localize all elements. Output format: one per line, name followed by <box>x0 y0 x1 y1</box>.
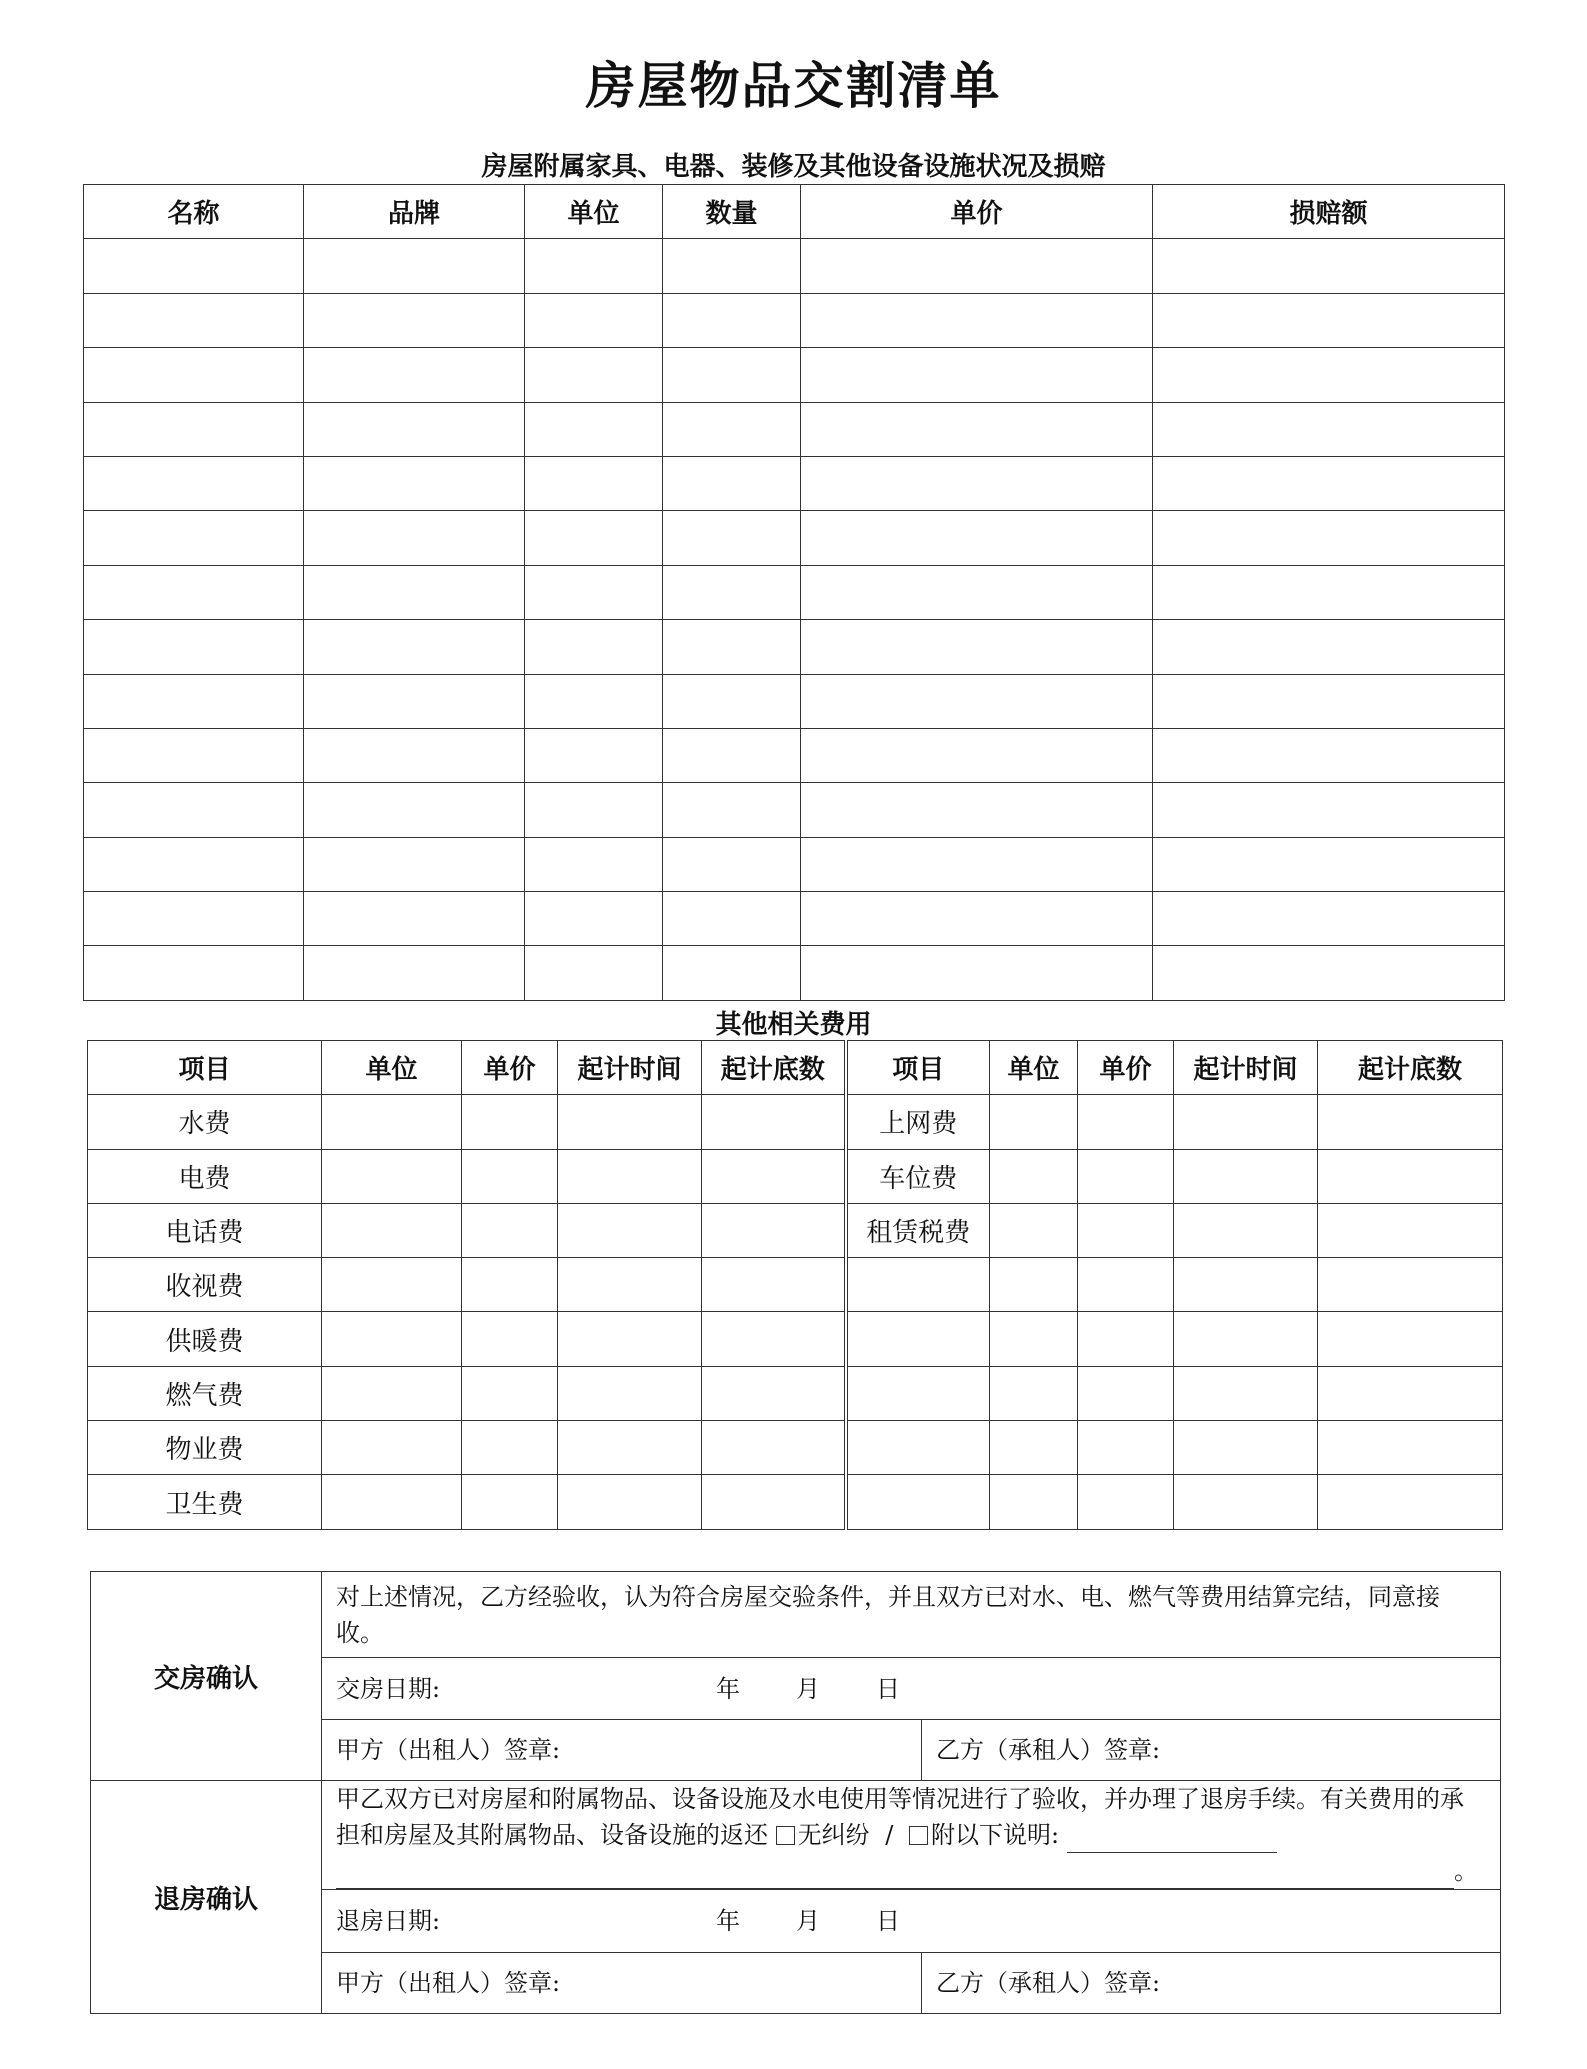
cell[interactable] <box>322 1312 462 1366</box>
cell[interactable] <box>84 892 304 946</box>
cell[interactable] <box>801 783 1153 837</box>
fee-item-label: 燃气费 <box>88 1366 322 1420</box>
cell[interactable] <box>525 293 663 347</box>
cell[interactable] <box>304 620 525 674</box>
fee-item-label: 供暖费 <box>88 1312 322 1366</box>
cell[interactable] <box>304 511 525 565</box>
cell[interactable] <box>304 837 525 891</box>
cell[interactable] <box>702 1312 846 1366</box>
cell[interactable] <box>304 456 525 510</box>
cell[interactable] <box>462 1095 558 1149</box>
table-row <box>84 946 1505 1000</box>
cell[interactable] <box>525 511 663 565</box>
party-a-signature[interactable]: 甲方（出租人）签章: <box>322 1720 922 1781</box>
cell[interactable] <box>1318 1475 1503 1529</box>
cell[interactable] <box>558 1149 702 1203</box>
col-price-header: 单价 <box>801 185 1153 239</box>
fee-row <box>88 1149 1503 1203</box>
fee-item-label: 卫生费 <box>88 1475 322 1529</box>
handover-statement: 对上述情况，乙方经验收，认为符合房屋交验条件，并且双方已对水、电、燃气等费用结算完结，同意接收。 <box>322 1572 1501 1658</box>
attach-note-label: 附以下说明: <box>931 1821 1060 1849</box>
fee-item-label[interactable] <box>846 1312 990 1366</box>
cell[interactable] <box>1318 1095 1503 1149</box>
cell[interactable] <box>702 1203 846 1257</box>
cell[interactable] <box>1318 1421 1503 1475</box>
cell[interactable] <box>304 293 525 347</box>
cell[interactable] <box>525 239 663 293</box>
cell[interactable] <box>663 837 801 891</box>
note-blank-line-2[interactable] <box>336 1860 1454 1889</box>
cell[interactable] <box>304 728 525 782</box>
cell[interactable] <box>1078 1421 1174 1475</box>
day-label: 日 <box>876 1907 900 1935</box>
cell[interactable] <box>462 1149 558 1203</box>
cell[interactable] <box>801 946 1153 1000</box>
col-quantity-header: 数量 <box>663 185 801 239</box>
cell[interactable] <box>1153 511 1505 565</box>
cell[interactable] <box>801 728 1153 782</box>
handover-date-label: 交房日期: <box>336 1674 441 1703</box>
cell[interactable] <box>1078 1258 1174 1312</box>
no-dispute-checkbox[interactable] <box>776 1826 795 1845</box>
cell[interactable] <box>702 1258 846 1312</box>
cell[interactable] <box>1174 1258 1318 1312</box>
cell[interactable] <box>663 511 801 565</box>
cell[interactable] <box>1174 1366 1318 1420</box>
cell[interactable] <box>558 1095 702 1149</box>
col-unit-header: 单位 <box>525 185 663 239</box>
cell[interactable] <box>1153 239 1505 293</box>
table-row <box>84 674 1505 728</box>
section1-heading: 房屋附属家具、电器、装修及其他设备设施状况及损赔 <box>481 152 1106 182</box>
table-row <box>84 837 1505 891</box>
return-statement-text: 甲乙双方已对房屋和附属物品、设备设施及水电使用等情况进行了验收，并办理了退房手续。有关费用的承担和房屋及其附属物品、设备设施的返还 <box>336 1785 1464 1849</box>
cell[interactable] <box>1174 1095 1318 1149</box>
cell[interactable] <box>1078 1203 1174 1257</box>
table-header-row <box>84 185 1505 239</box>
handover-date-field[interactable] <box>322 1658 1501 1720</box>
fee-price-header: 单价 <box>1078 1041 1174 1095</box>
cell[interactable] <box>1153 728 1505 782</box>
table-row <box>84 620 1505 674</box>
cell[interactable] <box>1078 1149 1174 1203</box>
cell[interactable] <box>990 1258 1078 1312</box>
cell[interactable] <box>801 456 1153 510</box>
cell[interactable] <box>304 783 525 837</box>
cell[interactable] <box>322 1149 462 1203</box>
cell[interactable] <box>702 1366 846 1420</box>
cell[interactable] <box>663 293 801 347</box>
return-date-field[interactable] <box>322 1890 1501 1953</box>
cell[interactable] <box>304 348 525 402</box>
fee-start-reading-header: 起计底数 <box>702 1041 846 1095</box>
year-label: 年 <box>716 1907 740 1935</box>
table-row <box>84 728 1505 782</box>
cell[interactable] <box>702 1475 846 1529</box>
col-name-header: 名称 <box>84 185 304 239</box>
col-brand-header: 品牌 <box>304 185 525 239</box>
cell[interactable] <box>304 674 525 728</box>
cell[interactable] <box>558 1421 702 1475</box>
fee-item-label: 租赁税费 <box>846 1203 990 1257</box>
cell[interactable] <box>322 1475 462 1529</box>
fee-unit-header: 单位 <box>322 1041 462 1095</box>
fee-row <box>88 1203 1503 1257</box>
fee-price-header: 单价 <box>462 1041 558 1095</box>
cell[interactable] <box>663 674 801 728</box>
cell[interactable] <box>322 1258 462 1312</box>
cell[interactable] <box>1078 1366 1174 1420</box>
fee-row <box>88 1095 1503 1149</box>
cell[interactable] <box>304 402 525 456</box>
cell[interactable] <box>84 293 304 347</box>
cell[interactable] <box>1174 1421 1318 1475</box>
fee-item-label[interactable] <box>846 1258 990 1312</box>
cell[interactable] <box>801 892 1153 946</box>
cell[interactable] <box>322 1095 462 1149</box>
cell[interactable] <box>663 892 801 946</box>
cell[interactable] <box>525 728 663 782</box>
cell[interactable] <box>801 565 1153 619</box>
cell[interactable] <box>558 1366 702 1420</box>
party-a-signature[interactable]: 甲方（出租人）签章: <box>322 1953 922 2014</box>
table-row <box>84 565 1505 619</box>
cell[interactable] <box>1153 946 1505 1000</box>
fee-row <box>88 1475 1503 1529</box>
cell[interactable] <box>525 620 663 674</box>
fee-start-time-header: 起计时间 <box>1174 1041 1318 1095</box>
cell[interactable] <box>801 620 1153 674</box>
cell[interactable] <box>322 1203 462 1257</box>
cell[interactable] <box>304 239 525 293</box>
fee-item-label: 上网费 <box>846 1095 990 1149</box>
cell[interactable] <box>1153 620 1505 674</box>
cell[interactable] <box>1153 348 1505 402</box>
fee-unit-header: 单位 <box>990 1041 1078 1095</box>
cell[interactable] <box>1174 1312 1318 1366</box>
cell[interactable] <box>558 1475 702 1529</box>
cell[interactable] <box>1153 565 1505 619</box>
cell[interactable] <box>663 402 801 456</box>
no-dispute-label: 无纠纷 <box>797 1821 870 1849</box>
handover-label: 交房确认 <box>91 1572 322 1781</box>
return-statement <box>322 1781 1501 1890</box>
confirmation-table <box>90 1571 1501 2014</box>
cell[interactable] <box>663 783 801 837</box>
fee-start-time-header: 起计时间 <box>558 1041 702 1095</box>
cell[interactable] <box>990 1095 1078 1149</box>
fee-item-label[interactable] <box>846 1421 990 1475</box>
cell[interactable] <box>801 348 1153 402</box>
cell[interactable] <box>525 892 663 946</box>
cell[interactable] <box>801 837 1153 891</box>
table-row <box>84 511 1505 565</box>
cell[interactable] <box>1318 1203 1503 1257</box>
cell[interactable] <box>801 674 1153 728</box>
cell[interactable] <box>525 783 663 837</box>
fee-row <box>88 1258 1503 1312</box>
note-blank-line[interactable] <box>1067 1824 1277 1853</box>
cell[interactable] <box>84 837 304 891</box>
cell[interactable] <box>990 1312 1078 1366</box>
return-text-row <box>91 1781 1501 1890</box>
cell[interactable] <box>462 1258 558 1312</box>
cell[interactable] <box>1153 837 1505 891</box>
fee-item-header: 项目 <box>846 1041 990 1095</box>
cell[interactable] <box>84 728 304 782</box>
fee-start-reading-header: 起计底数 <box>1318 1041 1503 1095</box>
cell[interactable] <box>84 239 304 293</box>
cell[interactable] <box>525 946 663 1000</box>
cell[interactable] <box>663 728 801 782</box>
fee-item-label: 电费 <box>88 1149 322 1203</box>
party-b-signature[interactable]: 乙方（承租人）签章: <box>922 1953 1501 2014</box>
cell[interactable] <box>663 456 801 510</box>
cell[interactable] <box>322 1366 462 1420</box>
section2-heading: 其他相关费用 <box>715 1010 872 1040</box>
cell[interactable] <box>1078 1475 1174 1529</box>
attach-note-checkbox[interactable] <box>909 1826 928 1845</box>
cell[interactable] <box>462 1475 558 1529</box>
option-separator: / <box>885 1821 894 1849</box>
cell[interactable] <box>663 946 801 1000</box>
other-fees-table <box>87 1040 1503 1530</box>
fee-row <box>88 1421 1503 1475</box>
cell[interactable] <box>663 620 801 674</box>
cell[interactable] <box>1318 1258 1503 1312</box>
cell[interactable] <box>702 1421 846 1475</box>
cell[interactable] <box>990 1203 1078 1257</box>
month-label: 月 <box>796 1907 820 1935</box>
fee-row <box>88 1312 1503 1366</box>
cell[interactable] <box>801 293 1153 347</box>
cell[interactable] <box>801 511 1153 565</box>
fee-item-label: 水费 <box>88 1095 322 1149</box>
table-row <box>84 239 1505 293</box>
cell[interactable] <box>304 946 525 1000</box>
col-damage-header: 损赔额 <box>1153 185 1505 239</box>
cell[interactable] <box>525 348 663 402</box>
table-row <box>84 892 1505 946</box>
cell[interactable] <box>1174 1149 1318 1203</box>
cell[interactable] <box>322 1421 462 1475</box>
cell[interactable] <box>84 348 304 402</box>
cell[interactable] <box>663 348 801 402</box>
cell[interactable] <box>84 620 304 674</box>
return-date-label: 退房日期: <box>336 1907 441 1935</box>
fee-item-header: 项目 <box>88 1041 322 1095</box>
fee-item-label: 车位费 <box>846 1149 990 1203</box>
cell[interactable] <box>801 239 1153 293</box>
cell[interactable] <box>1318 1312 1503 1366</box>
cell[interactable] <box>801 402 1153 456</box>
cell[interactable] <box>1318 1366 1503 1420</box>
cell[interactable] <box>702 1149 846 1203</box>
cell[interactable] <box>84 456 304 510</box>
cell[interactable] <box>84 946 304 1000</box>
cell[interactable] <box>702 1095 846 1149</box>
year-label: 年 <box>716 1674 740 1703</box>
cell[interactable] <box>1174 1475 1318 1529</box>
fee-item-label: 电话费 <box>88 1203 322 1257</box>
handover-text-row <box>91 1572 1501 1658</box>
cell[interactable] <box>525 674 663 728</box>
cell[interactable] <box>304 565 525 619</box>
fee-item-label: 物业费 <box>88 1421 322 1475</box>
fee-item-label[interactable] <box>846 1366 990 1420</box>
return-label: 退房确认 <box>91 1781 322 2014</box>
page-title: 房屋物品交割清单 <box>585 56 1002 115</box>
month-label: 月 <box>796 1674 820 1703</box>
cell[interactable] <box>558 1258 702 1312</box>
cell[interactable] <box>1153 293 1505 347</box>
cell[interactable] <box>1078 1095 1174 1149</box>
cell[interactable] <box>1318 1149 1503 1203</box>
table-row <box>84 783 1505 837</box>
fees-header-row <box>88 1041 1503 1095</box>
cell[interactable] <box>304 892 525 946</box>
table-row <box>84 402 1505 456</box>
cell[interactable] <box>1153 456 1505 510</box>
day-label: 日 <box>876 1674 900 1703</box>
cell[interactable] <box>84 511 304 565</box>
cell[interactable] <box>1174 1203 1318 1257</box>
cell[interactable] <box>663 565 801 619</box>
cell[interactable] <box>1153 402 1505 456</box>
end-mark: 。 <box>1454 1857 1478 1885</box>
cell[interactable] <box>84 402 304 456</box>
cell[interactable] <box>1078 1312 1174 1366</box>
cell[interactable] <box>462 1203 558 1257</box>
cell[interactable] <box>84 674 304 728</box>
cell[interactable] <box>525 456 663 510</box>
cell[interactable] <box>525 837 663 891</box>
cell[interactable] <box>990 1149 1078 1203</box>
cell[interactable] <box>990 1366 1078 1420</box>
cell[interactable] <box>84 783 304 837</box>
party-b-signature[interactable]: 乙方（承租人）签章: <box>922 1720 1501 1781</box>
cell[interactable] <box>990 1421 1078 1475</box>
cell[interactable] <box>462 1366 558 1420</box>
fee-row <box>88 1366 1503 1420</box>
cell[interactable] <box>462 1421 558 1475</box>
furniture-damage-table <box>83 184 1505 1001</box>
table-row <box>84 456 1505 510</box>
table-row <box>84 348 1505 402</box>
cell[interactable] <box>84 565 304 619</box>
cell[interactable] <box>462 1312 558 1366</box>
cell[interactable] <box>525 565 663 619</box>
cell[interactable] <box>1153 674 1505 728</box>
cell[interactable] <box>1153 783 1505 837</box>
cell[interactable] <box>1153 892 1505 946</box>
fee-item-label: 收视费 <box>88 1258 322 1312</box>
cell[interactable] <box>558 1312 702 1366</box>
cell[interactable] <box>990 1475 1078 1529</box>
cell[interactable] <box>663 239 801 293</box>
fee-item-label[interactable] <box>846 1475 990 1529</box>
table-row <box>84 293 1505 347</box>
cell[interactable] <box>558 1203 702 1257</box>
cell[interactable] <box>525 402 663 456</box>
